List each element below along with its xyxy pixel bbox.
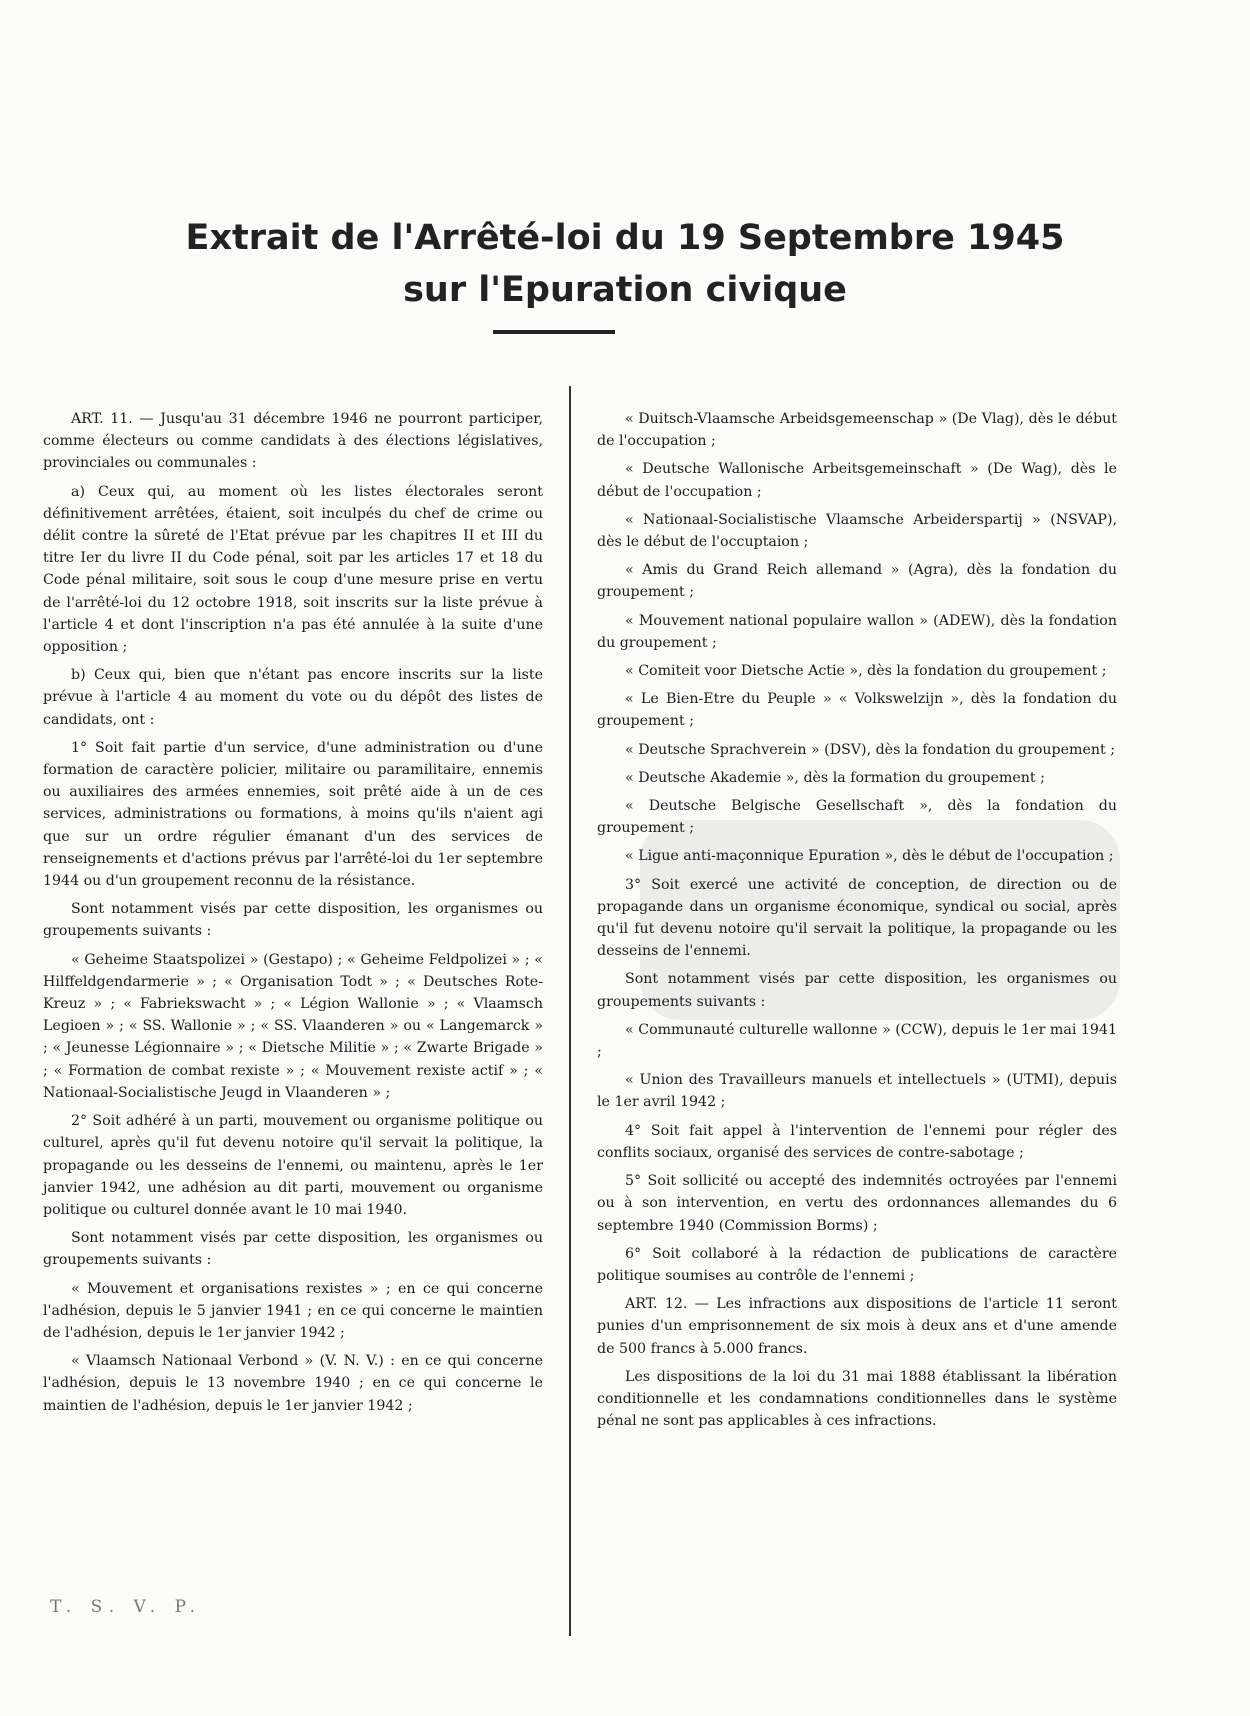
paragraph: « Duitsch-Vlaamsche Arbeidsgemeenschap » (De Vlag), dès le début de l'occupation ;	[597, 411, 1117, 450]
page-title	[0, 212, 1250, 316]
paragraph: a) Ceux qui, au moment où les listes électorales seront définitivement arrêtées, étaient, soit inculpés du chef de crime ou délit contre la sûreté de l'Etat prévue par les chapitres II et III du titre Ier du livre II du Code pénal, soit par les articles 17 et 18 du Code pénal militaire, soit sous le coup d'une mesure prise en vertu de l'arrêté-loi du 12 octobre 1918, soit inscrits sur la liste prévue à l'article 4 et dont l'inscription n'a pas été annulée à la suite d'une opposition ;	[43, 483, 543, 656]
turn-over-note: T. S. V. P.	[50, 1597, 203, 1617]
paragraph: « Ligue anti-maçonnique Epuration », dès le début de l'occupation ;	[625, 848, 1114, 865]
paragraph: 3° Soit exercé une activité de conception, de direction ou de propagande dans un organisme économique, syndical ou social, après qu'il fut devenu notoire qu'il servait la politique, la propagande ou les desseins de l'ennemi.	[597, 876, 1117, 960]
paragraph: ART. 12. — Les infractions aux dispositions de l'article 11 seront punies d'un emprisonnement de six mois à deux ans et d'une amende de 500 francs à 5.000 francs.	[597, 1296, 1117, 1357]
paragraph: « Nationaal-Socialistische Vlaamsche Arbeiderspartij » (NSVAP), dès le début de l'occuptaion ;	[597, 511, 1117, 551]
paragraph: ART. 11. — Jusqu'au 31 décembre 1946 ne pourront participer, comme électeurs ou comme candidats à des élections législatives, provinciales ou communales :	[43, 411, 543, 472]
paragraph: « Vlaamsch Nationaal Verbond » (V. N. V.) : en ce qui concerne l'adhésion, depuis le 13 novembre 1940 ; en ce qui concerne le maintien de l'adhésion, depuis le 1er janvier 1942 ;	[43, 1353, 543, 1414]
paragraph: « Mouvement national populaire wallon » (ADEW), dès la fondation du groupement ;	[597, 612, 1117, 651]
paragraph: b) Ceux qui, bien que n'étant pas encore inscrits sur la liste prévue à l'article 4 au moment du vote ou du dépôt des listes de candidats, ont :	[43, 667, 543, 728]
paragraph: 4° Soit fait appel à l'intervention de l'ennemi pour régler des conflits sociaux, organisé des services de contre-sabotage ;	[597, 1122, 1117, 1161]
paragraph: « Communauté culturelle wallonne » (CCW), depuis le 1er mai 1941 ;	[597, 1021, 1117, 1061]
paragraph: « Le Bien-Etre du Peuple » « Volkswelzijn », dès la fondation du groupement ;	[597, 691, 1117, 730]
paragraph: « Mouvement et organisations rexistes » ; en ce qui concerne l'adhésion, depuis le 5 janvier 1941 ; en ce qui concerne le maintien de l'adhésion, depuis le 1er janvier 1942 ;	[43, 1280, 543, 1341]
paragraph: 2° Soit adhéré à un parti, mouvement ou organisme politique ou culturel, après qu'il fut devenu notoire qu'il servait la politique, la propagande ou les desseins de l'ennemi, ou maintenu, après le 1er janvier 1942, une adhésion au dit parti, mouvement ou organisme politique ou culturel donnée avant le 10 mai 1940.	[43, 1113, 543, 1218]
paragraph: « Deutsche Sprachverein » (DSV), dès la fondation du groupement ;	[625, 741, 1115, 758]
paragraph: Les dispositions de la loi du 31 mai 1888 établissant la libération conditionnelle et les condamnations conditionnelles dans le système pénal ne sont pas applicables à ces infractions.	[597, 1368, 1117, 1430]
paragraph: Sont notamment visés par cette disposition, les organismes ou groupements suivants :	[597, 971, 1117, 1010]
paragraph: Sont notamment visés par cette disposition, les organismes ou groupements suivants :	[43, 1230, 543, 1269]
paragraph: « Amis du Grand Reich allemand » (Agra), dès la fondation du groupement ;	[597, 562, 1117, 601]
right-column	[597, 408, 1117, 1438]
title-underline	[493, 330, 615, 334]
paragraph: « Deutsche Belgische Gesellschaft », dès la fondation du groupement ;	[597, 798, 1117, 837]
paragraph: « Geheime Staatspolizei » (Gestapo) ; « Geheime Feldpolizei » ; « Hilffeldgendarmerie » ; « Organisation Todt » ; « Deutsches Rote-Kreuz » ; « Fabriekswacht » ; « Légion Wallonie » ; « Vlaamsch Legioen » ; « SS. Wallonie » ; « SS. Vlaanderen » ou « Langemarck » ; « Jeunesse Légionnaire » ; « Dietsche Militie » ; « Zwarte Brigade » ; « Formation de combat rexiste » ; « Mouvement rexiste actif » ; « Nationaal-Socialistische Jeugd in Vlaanderen » ;	[43, 951, 543, 1101]
paragraph: 6° Soit collaboré à la rédaction de publications de caractère politique soumises au contrôle de l'ennemi ;	[597, 1245, 1117, 1284]
column-divider	[569, 386, 571, 1636]
paragraph: « Union des Travailleurs manuels et intellectuels » (UTMI), depuis le 1er avril 1942 ;	[597, 1072, 1117, 1111]
title-line-1: Extrait de l'Arrêté-loi du 19 Septembre 1945	[185, 218, 1065, 258]
title-line-2: sur l'Epuration civique	[403, 270, 847, 310]
paragraph: Sont notamment visés par cette disposition, les organismes ou groupements suivants :	[43, 901, 543, 940]
paragraph: 1° Soit fait partie d'un service, d'une administration ou d'une formation de caractère policier, militaire ou paramilitaire, ennemis ou auxiliaires des armées ennemies, soit prêté aide à un de ces services, administrations ou formations, à moins qu'ils n'aient agi que sur un ordre régulier émanant d'un des services de renseignements et d'actions prévus par l'arrêté-loi du 1er septembre 1944 ou d'un groupement reconnu de la résistance.	[43, 739, 543, 890]
left-column	[43, 408, 543, 1423]
paragraph: « Comiteit voor Dietsche Actie », dès la fondation du groupement ;	[625, 663, 1107, 680]
paragraph: « Deutsche Wallonische Arbeitsgemeinschaft » (De Wag), dès le début de l'occupation ;	[597, 461, 1117, 500]
paragraph: 5° Soit sollicité ou accepté des indemnités octroyées par l'ennemi ou à son intervention, en vertu des ordonnances allemandes du 6 septembre 1940 (Commission Borms) ;	[597, 1173, 1117, 1234]
paragraph: « Deutsche Akademie », dès la formation du groupement ;	[625, 769, 1045, 786]
